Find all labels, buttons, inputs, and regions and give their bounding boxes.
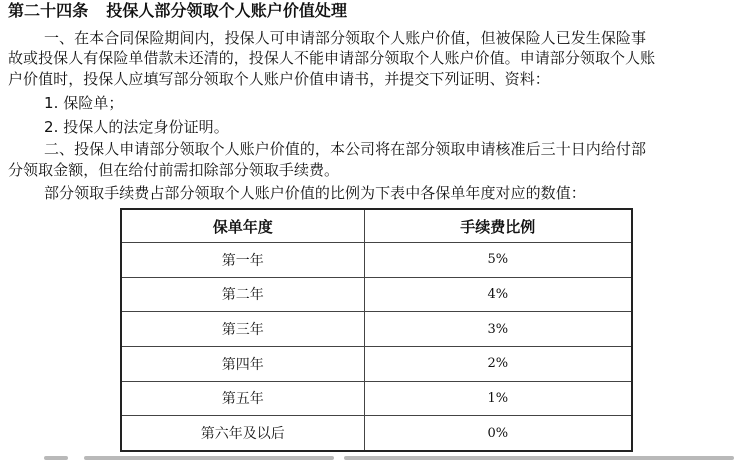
header-policy-year: 保单年度 xyxy=(121,209,364,243)
table-row xyxy=(121,381,632,416)
list-item-1: 1. 保险单； xyxy=(44,94,124,112)
table-row xyxy=(121,346,632,381)
cell-fee-ratio: 5% xyxy=(364,243,632,278)
paragraph-3-line-1: 部分领取手续费占部分领取个人账户价值的比例为下表中各保单年度对应的数值： xyxy=(44,184,586,202)
table-row xyxy=(121,312,632,347)
cut-off-glyphs xyxy=(344,456,734,460)
table-row xyxy=(121,277,632,312)
cell-policy-year: 第五年 xyxy=(121,381,364,416)
article-title xyxy=(8,2,748,20)
paragraph-1-line-3: 户价值时，投保人应填写部分领取个人账户价值申请书，并提交下列证明、资料： xyxy=(8,70,550,88)
paragraph-2-line-2: 分领取金额，但在给付前需扣除部分领取手续费。 xyxy=(8,161,340,179)
cell-fee-ratio: 3% xyxy=(364,312,632,347)
cell-policy-year: 第六年及以后 xyxy=(121,416,364,451)
cell-fee-ratio: 1% xyxy=(364,381,632,416)
header-fee-ratio: 手续费比例 xyxy=(364,209,632,243)
article-number: 第二十四条 xyxy=(8,1,89,20)
cell-policy-year: 第一年 xyxy=(121,243,364,278)
cell-fee-ratio: 0% xyxy=(364,416,632,451)
cut-off-glyphs xyxy=(44,456,68,460)
cell-policy-year: 第二年 xyxy=(121,277,364,312)
table-header-row xyxy=(121,209,632,243)
cut-off-glyphs xyxy=(84,456,334,460)
cell-policy-year: 第三年 xyxy=(121,312,364,347)
paragraph-1-line-2: 故或投保人有保险单借款未还清的，投保人不能申请部分领取个人账户价值。申请部分领取个人账 xyxy=(8,49,656,67)
paragraph-2-line-1: 二、投保人申请部分领取个人账户价值的，本公司将在部分领取申请核准后三十日内给付部 xyxy=(44,140,647,158)
cut-off-next-line xyxy=(8,454,748,461)
paragraph-1-line-1: 一、在本合同保险期间内，投保人可申请部分领取个人账户价值，但被保险人已发生保险事 xyxy=(44,29,647,47)
table-row xyxy=(121,416,632,451)
article-heading: 投保人部分领取个人账户价值处理 xyxy=(106,1,348,20)
fee-ratio-table xyxy=(120,208,633,452)
table-row xyxy=(121,243,632,278)
cell-policy-year: 第四年 xyxy=(121,346,364,381)
cell-fee-ratio: 4% xyxy=(364,277,632,312)
cell-fee-ratio: 2% xyxy=(364,346,632,381)
list-item-2: 2. 投保人的法定身份证明。 xyxy=(44,118,229,136)
